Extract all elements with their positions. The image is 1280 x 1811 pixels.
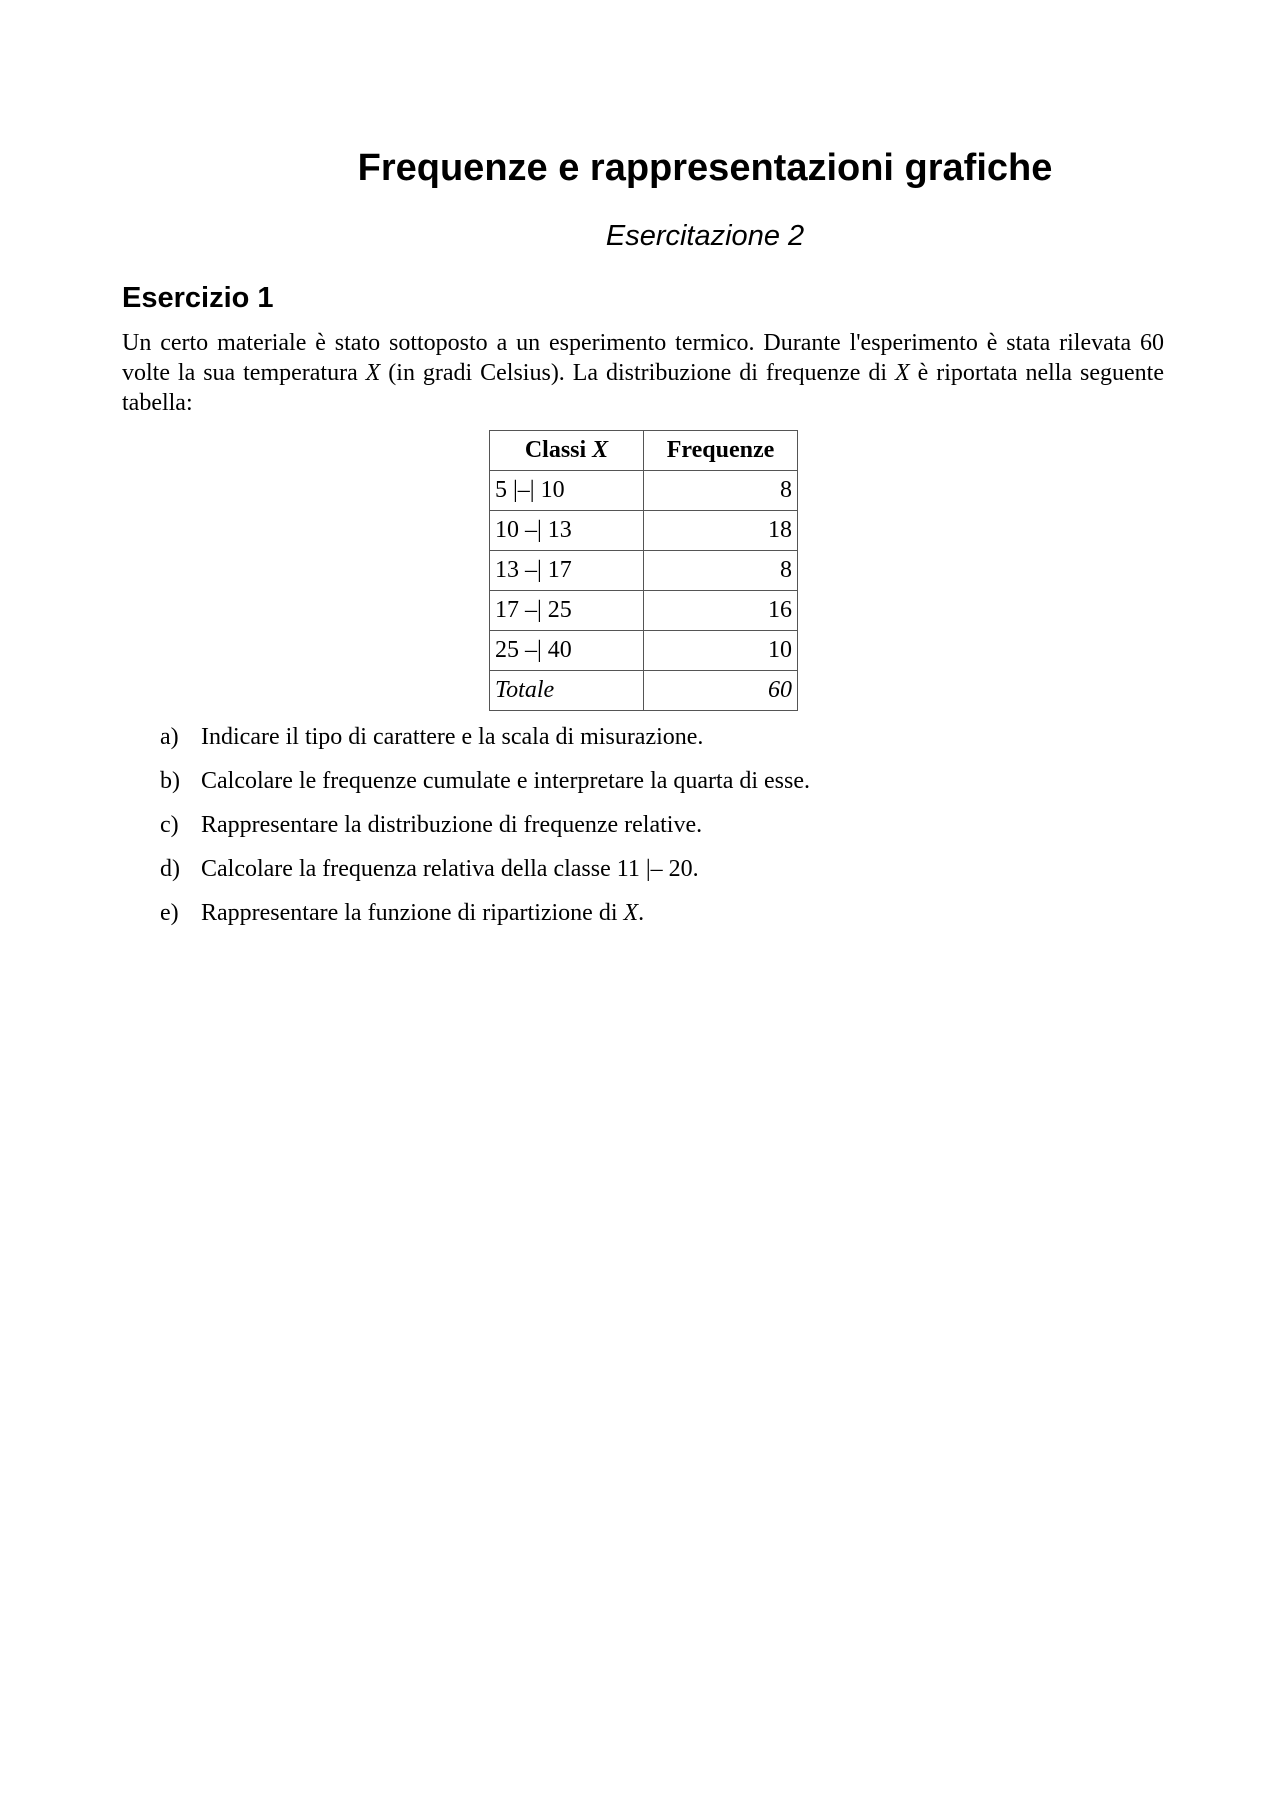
table-total-row	[490, 671, 798, 711]
question-item	[160, 898, 810, 942]
question-text: Calcolare le frequenze cumulate e interpretare la quarta di esse.	[201, 768, 810, 794]
class-cell: 17 –| 25	[490, 591, 644, 631]
page-title: Frequenze e rappresentazioni grafiche	[357, 147, 1053, 189]
class-cell: 13 –| 17	[490, 551, 644, 591]
exercise-intro: Un certo materiale è stato sottoposto a un esperimento termico. Durante l'esperimento è stata rilevata 60 volte la sua temperatura X (in gradi Celsius). La distribuzione di frequenze di X è riportata nella seguente tabella:	[122, 330, 1164, 416]
class-cell: 5 |–| 10	[490, 471, 644, 511]
class-cell: 25 –| 40	[490, 631, 644, 671]
question-item	[160, 722, 810, 766]
table-row	[490, 551, 798, 591]
question-list	[160, 722, 810, 942]
table-row	[490, 591, 798, 631]
frequency-table	[489, 430, 798, 711]
frequency-cell: 16	[644, 591, 798, 631]
question-text	[201, 900, 644, 926]
class-cell: 10 –| 13	[490, 511, 644, 551]
question-text: Rappresentare la distribuzione di frequenze relative.	[201, 812, 703, 838]
exercise-heading: Esercizio 1	[122, 282, 274, 314]
table-row	[490, 471, 798, 511]
question-text-after: .	[638, 900, 645, 926]
question-text-before: Rappresentare la funzione di ripartizione di	[201, 900, 624, 926]
header-classes-var: X	[592, 437, 609, 463]
frequency-cell: 18	[644, 511, 798, 551]
question-item	[160, 854, 810, 898]
question-text: Calcolare la frequenza relativa della classe 11 |– 20.	[201, 856, 699, 882]
header-frequencies: Frequenze	[644, 431, 798, 471]
question-item	[160, 766, 810, 810]
header-classes-label: Classi	[524, 437, 587, 463]
total-value-cell: 60	[644, 671, 798, 711]
table-row	[490, 631, 798, 671]
question-letter: a)	[160, 724, 179, 750]
intro-var: X	[365, 360, 381, 386]
question-letter: d)	[160, 856, 180, 882]
page-subtitle: Esercitazione 2	[605, 220, 805, 252]
question-text: Indicare il tipo di carattere e la scala di misurazione.	[201, 724, 704, 750]
question-letter: e)	[160, 900, 179, 926]
table-row	[490, 511, 798, 551]
question-var: X	[623, 900, 639, 926]
question-letter: c)	[160, 812, 179, 838]
table-header-row	[490, 431, 798, 471]
frequency-cell: 10	[644, 631, 798, 671]
header-classes	[490, 431, 644, 471]
intro-var: X	[895, 360, 910, 386]
frequency-cell: 8	[644, 471, 798, 511]
frequency-cell: 8	[644, 551, 798, 591]
question-letter: b)	[160, 768, 180, 794]
question-item	[160, 810, 810, 854]
total-label-cell: Totale	[490, 671, 644, 711]
